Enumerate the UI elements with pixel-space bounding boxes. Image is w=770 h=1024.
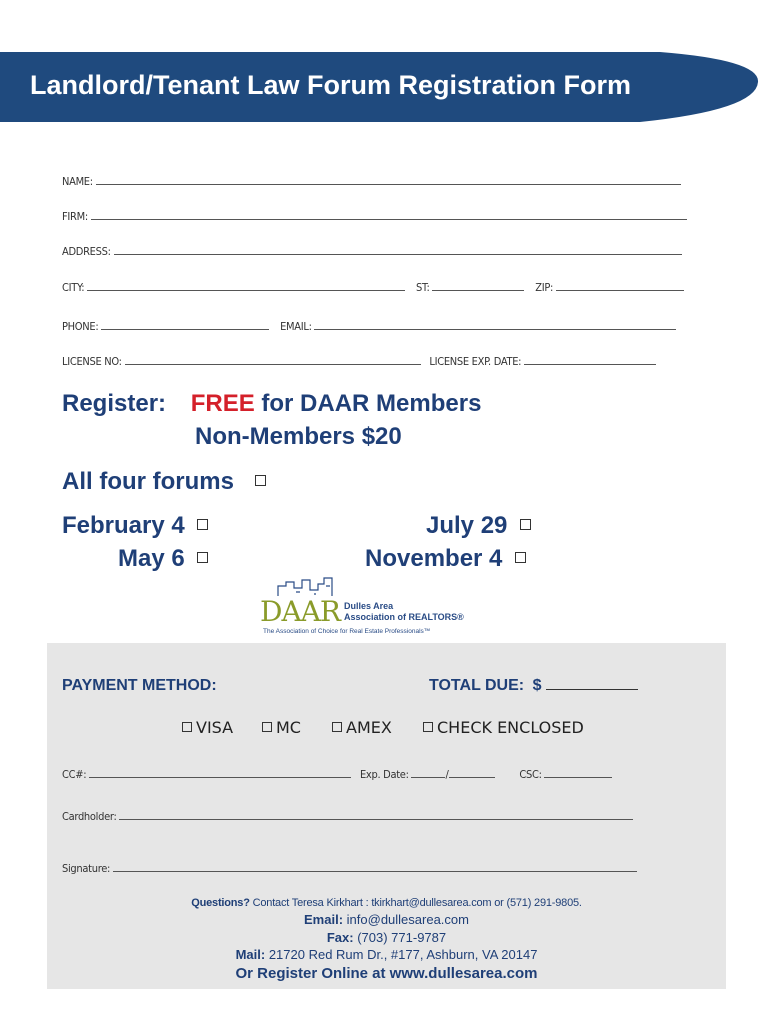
license-exp-field[interactable]	[524, 354, 656, 365]
city-label: CITY:	[62, 281, 85, 294]
csc-label: CSC:	[519, 768, 542, 781]
cardholder-field[interactable]	[119, 809, 633, 820]
mc-checkbox[interactable]	[262, 722, 272, 732]
card-row	[62, 767, 612, 781]
state-field[interactable]	[432, 280, 524, 291]
email-label: EMAIL:	[280, 320, 312, 333]
signature-field[interactable]	[113, 861, 637, 872]
check-label: CHECK ENCLOSED	[437, 718, 584, 737]
all-forums-checkbox[interactable]	[255, 475, 266, 486]
phone-field[interactable]	[101, 319, 269, 330]
visa-checkbox[interactable]	[182, 722, 192, 732]
register-online-link[interactable]: Or Register Online at www.dullesarea.com	[235, 965, 538, 982]
license-no-field[interactable]	[125, 354, 421, 365]
signature-row	[62, 861, 637, 875]
forum-jul-label: July 29	[426, 512, 508, 539]
title-banner	[0, 52, 758, 122]
csc-field[interactable]	[544, 767, 612, 778]
exp-year-field[interactable]	[449, 767, 495, 778]
page-title: Landlord/Tenant Law Forum Registration Form	[30, 70, 632, 100]
payment-option-check[interactable]	[423, 718, 584, 737]
phone-label: PHONE:	[62, 320, 99, 333]
forum-nov-checkbox[interactable]	[515, 552, 526, 563]
forum-nov	[365, 545, 526, 573]
email-line	[47, 912, 726, 927]
forum-may-label: May 6	[118, 545, 185, 572]
signature-label: Signature:	[62, 862, 111, 875]
questions-line	[47, 897, 726, 909]
members-label: for DAAR Members	[261, 390, 482, 417]
payment-option-mc[interactable]	[262, 718, 301, 737]
mail-address: 21720 Red Rum Dr., #177, Ashburn, VA 20147	[268, 947, 538, 962]
svg-text:The Association of Choice for: The Association of Choice for Real Estate Professionals™	[263, 628, 431, 635]
city-row	[62, 280, 684, 294]
payment-option-visa[interactable]	[182, 718, 233, 737]
daar-logo	[258, 574, 468, 640]
all-forums-label: All four forums	[62, 468, 234, 495]
forum-feb-label: February 4	[62, 512, 185, 539]
exp-label: Exp. Date:	[359, 768, 409, 781]
forum-jul-checkbox[interactable]	[520, 519, 531, 530]
zip-label: ZIP:	[535, 281, 554, 294]
check-checkbox[interactable]	[423, 722, 433, 732]
forum-feb-checkbox[interactable]	[197, 519, 208, 530]
address-label: ADDRESS:	[62, 245, 111, 258]
firm-field[interactable]	[91, 209, 687, 220]
address-field[interactable]	[114, 244, 682, 255]
fax-line	[47, 930, 726, 945]
forum-feb	[62, 512, 208, 540]
questions-text: Contact Teresa Kirkhart : tkirkhart@dullesarea.com or (571) 291-9805.	[252, 897, 582, 909]
email-address[interactable]: info@dullesarea.com	[346, 912, 469, 927]
free-label: FREE	[190, 390, 255, 417]
phone-row	[62, 319, 676, 333]
forum-may	[118, 545, 208, 573]
mail-label: Mail:	[235, 947, 266, 962]
cardholder-row	[62, 809, 633, 823]
mc-label: MC	[276, 718, 301, 737]
svg-text:Association of REALTORS®: Association of REALTORS®	[344, 612, 464, 622]
firm-row	[62, 209, 687, 223]
register-heading	[62, 390, 481, 418]
amex-checkbox[interactable]	[332, 722, 342, 732]
email-contact-label: Email:	[304, 912, 344, 927]
license-no-label: LICENSE NO:	[62, 355, 122, 368]
mail-line	[47, 947, 726, 962]
zip-field[interactable]	[556, 280, 684, 291]
exp-month-field[interactable]	[411, 767, 445, 778]
cc-field[interactable]	[89, 767, 351, 778]
svg-text:DAAR: DAAR	[260, 595, 340, 628]
payment-option-amex[interactable]	[332, 718, 392, 737]
firm-label: FIRM:	[62, 210, 88, 223]
total-due-field[interactable]	[546, 679, 638, 690]
visa-label: VISA	[196, 718, 234, 737]
name-field[interactable]	[96, 174, 681, 185]
cardholder-label: Cardholder:	[62, 810, 117, 823]
svg-text:Dulles Area: Dulles Area	[344, 601, 394, 611]
forum-jul	[426, 512, 531, 540]
fax-number: (703) 771-9787	[357, 930, 447, 945]
license-exp-label: LICENSE EXP. DATE:	[429, 355, 522, 368]
name-label: NAME:	[62, 175, 93, 188]
forum-may-checkbox[interactable]	[197, 552, 208, 563]
city-field[interactable]	[87, 280, 405, 291]
amex-label: AMEX	[346, 718, 392, 737]
total-due-label: TOTAL DUE:	[429, 677, 525, 694]
currency-symbol: $	[532, 677, 542, 694]
payment-method-label: PAYMENT METHOD:	[62, 677, 217, 694]
all-forums-row	[62, 468, 266, 496]
register-label: Register:	[62, 390, 167, 417]
exp-separator: /	[445, 768, 449, 781]
name-row	[62, 174, 681, 188]
questions-label: Questions?	[191, 897, 250, 909]
cc-label: CC#:	[62, 768, 87, 781]
forum-nov-label: November 4	[365, 545, 503, 572]
state-label: ST:	[415, 281, 430, 294]
non-members-price: Non-Members $20	[195, 423, 402, 450]
license-row	[62, 354, 656, 368]
total-due-row	[429, 677, 638, 695]
fax-label: Fax:	[326, 930, 354, 945]
address-row	[62, 244, 682, 258]
email-field[interactable]	[314, 319, 676, 330]
